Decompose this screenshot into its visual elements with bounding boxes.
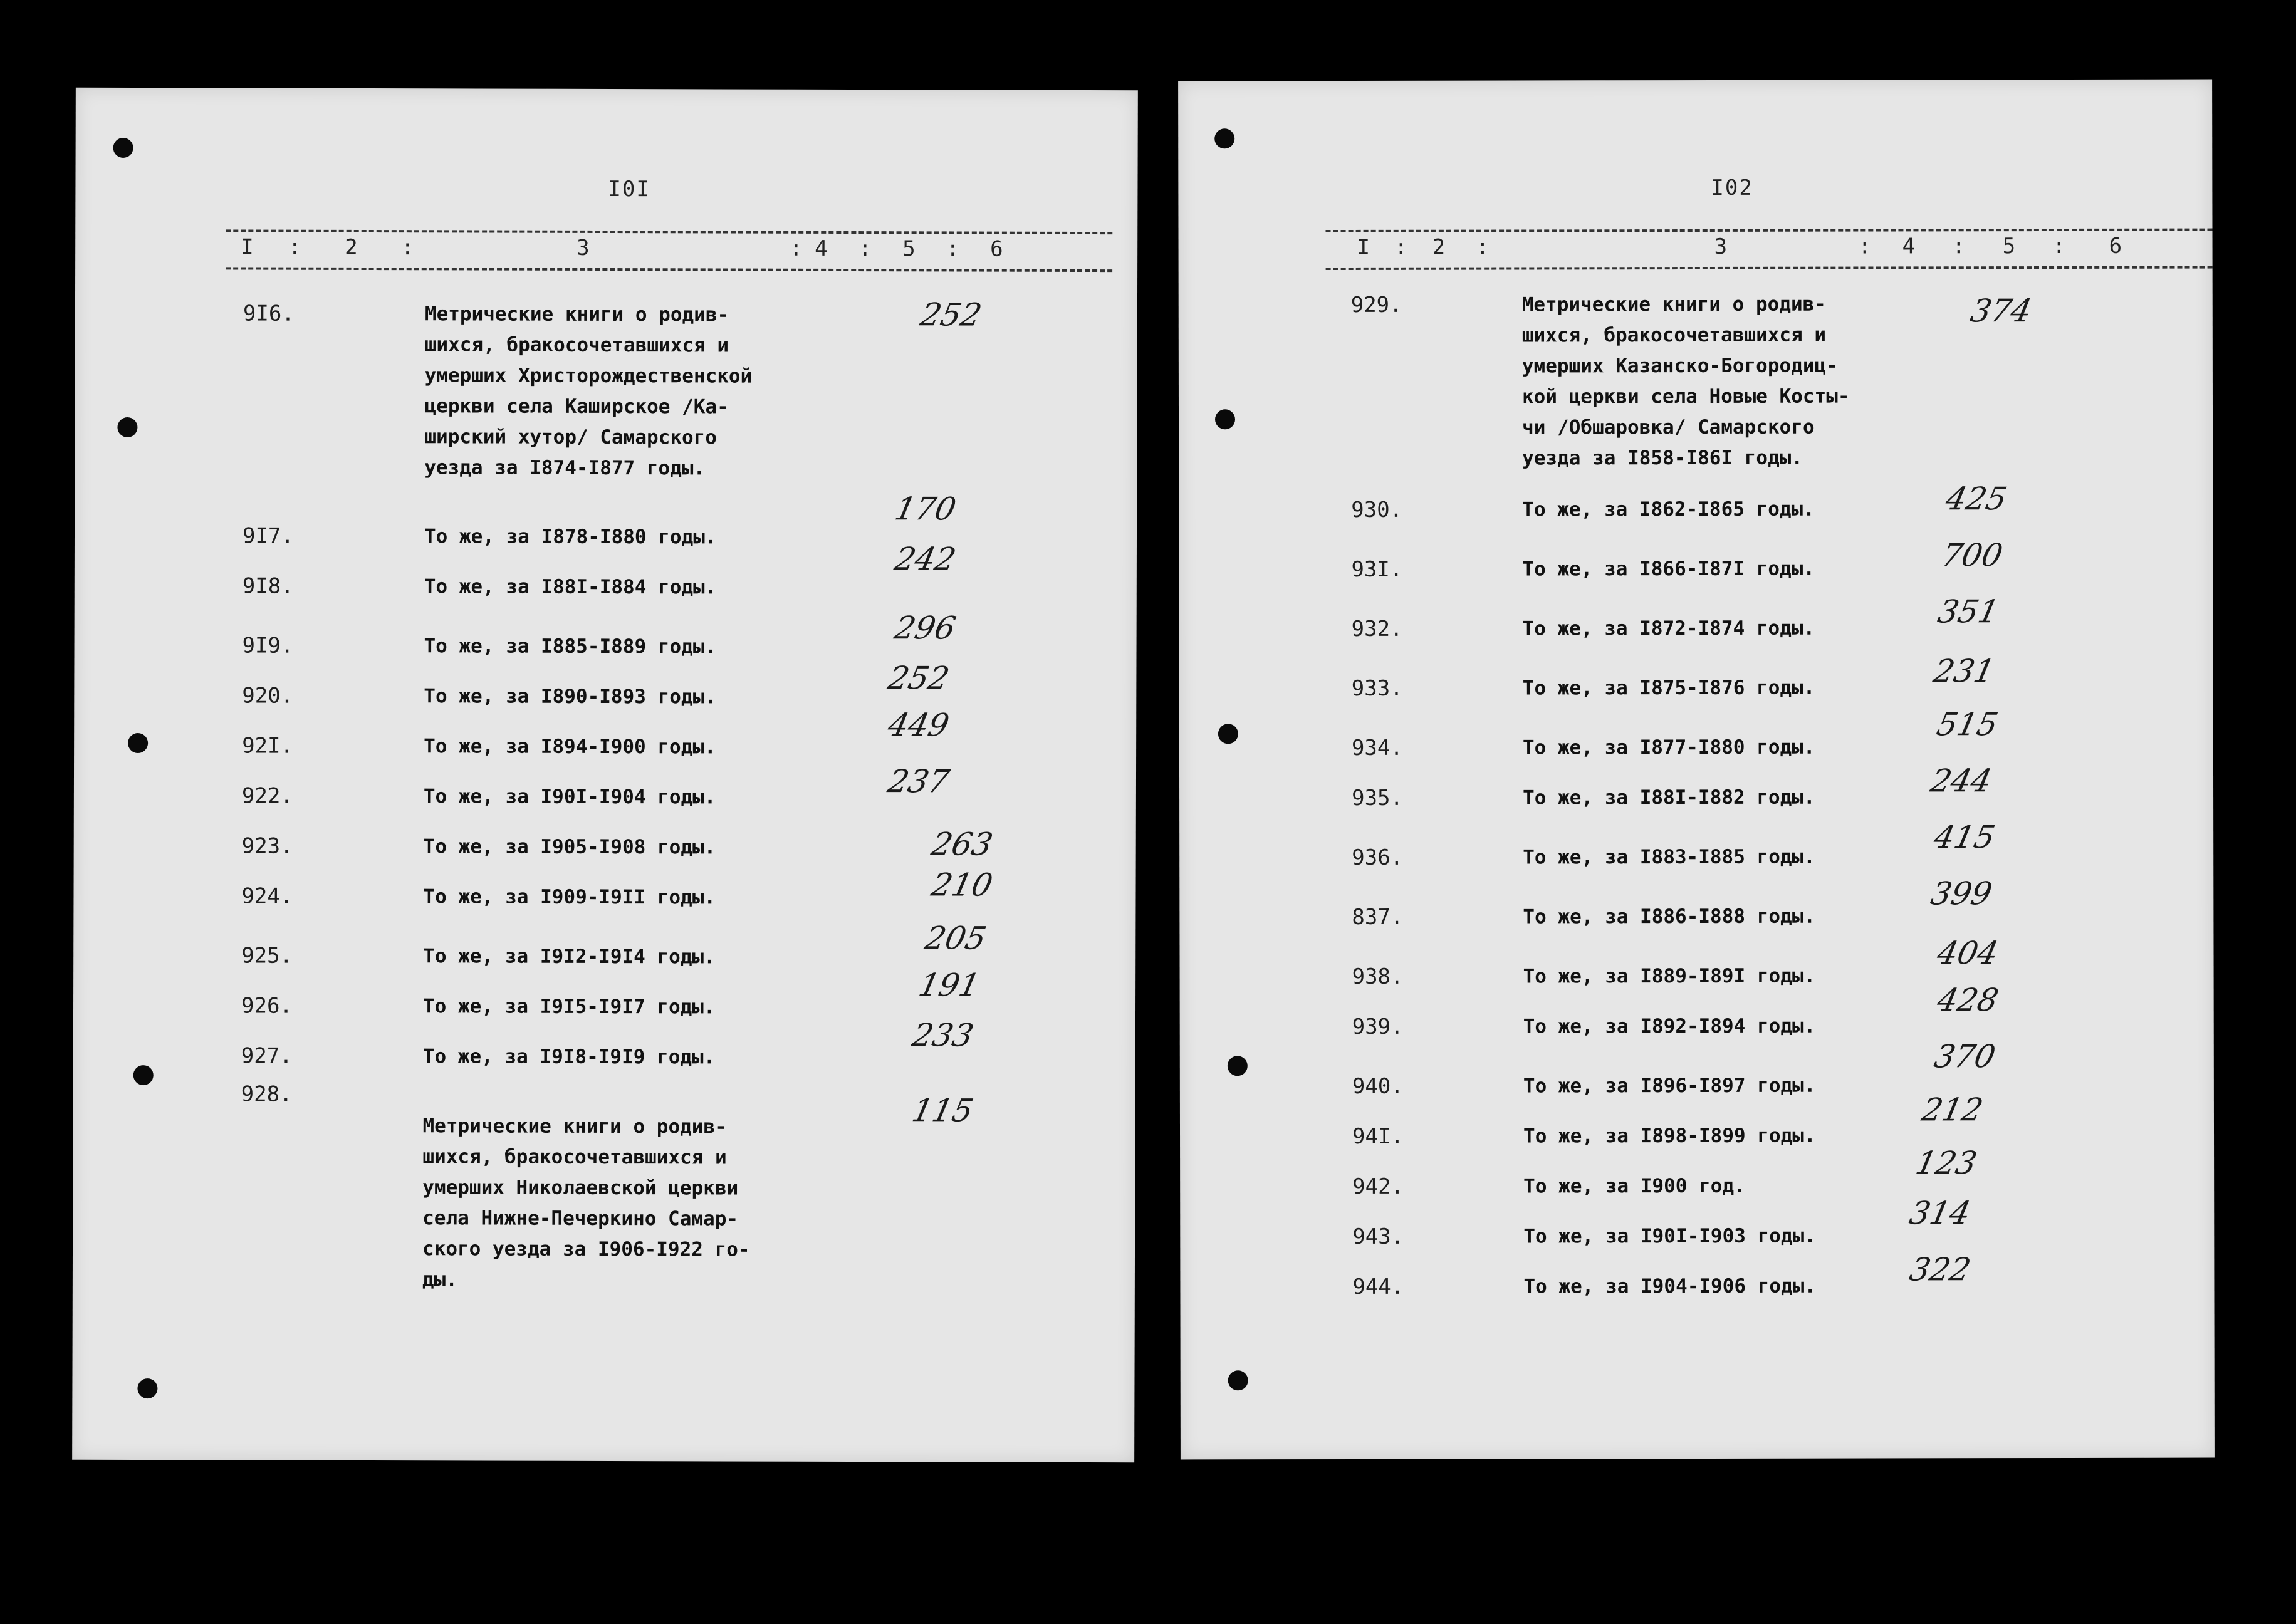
entry-number: 935. [1352, 785, 1404, 811]
handwritten-sheet-count: 351 [1934, 593, 2003, 630]
entry-number: 94I. [1352, 1123, 1404, 1149]
entry-description: То же, за I909-I9II годы. [423, 885, 716, 909]
entry-number: 922. [241, 783, 293, 809]
entry-description: То же, за I896-I897 годы. [1523, 1074, 1816, 1098]
handwritten-sheet-count: 404 [1934, 935, 2002, 972]
entry-number: 929. [1350, 292, 1402, 318]
punch-hole [128, 733, 148, 753]
handwritten-sheet-count: 415 [1931, 819, 1998, 856]
entry-number: 926. [241, 993, 293, 1019]
handwritten-sheet-count: 700 [1938, 537, 2006, 574]
entry-description: То же, за I862-I865 годы. [1522, 497, 1815, 521]
punch-hole [1228, 1056, 1248, 1076]
handwritten-sheet-count: 242 [891, 541, 959, 578]
col-sep: : [946, 236, 959, 262]
punch-hole [137, 1378, 157, 1398]
entry-description: То же, за I905-I908 годы. [423, 835, 716, 859]
handwritten-sheet-count: 115 [909, 1092, 977, 1129]
handwritten-sheet-count: 399 [1928, 875, 1995, 912]
handwritten-sheet-count: 449 [884, 707, 952, 744]
col-header-1: I [1357, 234, 1370, 260]
entry-number: 9I7. [242, 523, 294, 549]
col-header-3: 3 [1714, 234, 1728, 259]
handwritten-sheet-count: 425 [1943, 481, 2010, 518]
entry-number: 940. [1352, 1073, 1404, 1099]
entry-description: То же, за I886-I888 годы. [1523, 905, 1816, 929]
entry-number: 92I. [242, 733, 294, 759]
col-header-3: 3 [577, 235, 590, 261]
col-sep: : [288, 234, 301, 260]
entry-number: 837. [1352, 904, 1404, 930]
entry-description: Метрические книги о родив- шихся, бракосочетавшихся и умерших Николаевской церкви села Нижне-Печеркино Самар- ского уезда за I906-I922 го- ды. [422, 1115, 750, 1291]
entry-number: 943. [1352, 1224, 1404, 1249]
entry-number: 9I8. [242, 573, 294, 599]
handwritten-sheet-count: 374 [1967, 293, 2035, 330]
entry-description: То же, за I900 год. [1523, 1174, 1746, 1198]
entry-number: 933. [1351, 675, 1403, 701]
handwritten-sheet-count: 370 [1931, 1038, 1999, 1075]
handwritten-sheet-count: 252 [917, 296, 985, 333]
handwritten-sheet-count: 252 [885, 660, 953, 697]
col-sep: : [1952, 234, 1966, 259]
col-header-2: 2 [345, 234, 358, 260]
entry-number: 944. [1352, 1274, 1404, 1299]
entry-number: 9I6. [243, 301, 295, 326]
entry-description: То же, за I90I-I904 годы. [423, 785, 716, 809]
entry-description: То же, за I894-I900 годы. [424, 735, 716, 759]
punch-hole [1214, 128, 1234, 148]
entry-description: То же, за I877-I880 годы. [1522, 736, 1815, 759]
handwritten-sheet-count: 191 [915, 967, 983, 1004]
punch-hole [1215, 409, 1235, 429]
col-sep: : [2052, 233, 2066, 259]
col-header-4: 4 [1902, 234, 1916, 259]
handwritten-sheet-count: 263 [928, 826, 996, 863]
col-sep: : [790, 236, 803, 261]
entry-description: То же, за I878-I880 годы. [424, 525, 717, 549]
entry-number: 934. [1351, 735, 1403, 761]
right-page [1178, 80, 2215, 1460]
handwritten-sheet-count: 237 [884, 763, 952, 800]
handwritten-sheet-count: 515 [1933, 706, 2001, 743]
entry-description: Метрические книги о родив- шихся, бракосочетавшихся и умерших Христорождественской церкви села Каширское /Ка- ширский хутор/ Самарского уезда за I874-I877 годы. [424, 303, 753, 480]
col-sep: : [401, 235, 414, 261]
col-header-2: 2 [1432, 234, 1446, 260]
handwritten-sheet-count: 205 [922, 920, 989, 957]
entry-description: То же, за I883-I885 годы. [1523, 845, 1815, 869]
page-number: I02 [1711, 175, 1753, 200]
entry-description: То же, за I885-I889 годы. [424, 635, 717, 658]
entry-number: 924. [241, 883, 293, 909]
entry-number: 936. [1352, 845, 1404, 870]
entry-number: 93I. [1351, 556, 1403, 582]
handwritten-sheet-count: 210 [928, 867, 996, 903]
handwritten-sheet-count: 233 [909, 1017, 977, 1054]
entry-description: То же, за I898-I899 годы. [1523, 1124, 1816, 1148]
entry-number: 923. [241, 833, 293, 859]
entry-number: 942. [1352, 1174, 1404, 1199]
entry-number: 932. [1351, 616, 1403, 642]
column-header [1325, 225, 2212, 276]
entry-number: 930. [1351, 497, 1403, 523]
entry-description: То же, за I892-I894 годы. [1523, 1014, 1816, 1038]
handwritten-sheet-count: 428 [1934, 982, 2002, 1019]
col-header-5: 5 [902, 236, 916, 262]
entry-number: 938. [1352, 964, 1404, 989]
col-header-6: 6 [990, 236, 1003, 262]
handwritten-sheet-count: 244 [1927, 763, 1995, 799]
col-header-1: I [241, 234, 254, 260]
handwritten-sheet-count: 170 [891, 491, 959, 528]
entry-number: 925. [241, 943, 293, 969]
col-sep: : [1476, 234, 1490, 260]
col-header-4: 4 [815, 236, 828, 261]
handwritten-sheet-count: 123 [1912, 1145, 1980, 1182]
entry-description: То же, за I9I5-I9I7 годы. [422, 995, 716, 1019]
entry-number: 939. [1352, 1014, 1404, 1039]
entry-description: То же, за I875-I876 годы. [1522, 676, 1815, 700]
entry-description: То же, за I9I2-I9I4 годы. [423, 945, 716, 969]
entry-description: То же, за I9I8-I9I9 годы. [422, 1045, 716, 1069]
handwritten-sheet-count: 231 [1930, 653, 1998, 690]
punch-hole [1228, 1370, 1248, 1390]
handwritten-sheet-count: 296 [891, 610, 959, 647]
column-header [226, 226, 1112, 278]
entry-description: Метрические книги о родив- шихся, бракосочетавшихся и умерших Казанско-Богородиц- кой церкви села Новые Косты- чи /Обшаровка/ Самарского уезда за I858-I86I годы. [1521, 293, 1850, 470]
handwritten-sheet-count: 212 [1918, 1091, 1986, 1128]
handwritten-sheet-count: 314 [1906, 1195, 1974, 1232]
punch-hole [133, 1065, 154, 1085]
entry-number: 928. [241, 1081, 293, 1107]
page-number: I0I [608, 177, 650, 202]
col-sep: : [1858, 234, 1872, 259]
entry-description: То же, за I889-I89I годы. [1523, 964, 1816, 988]
punch-hole [113, 138, 133, 158]
entry-number: 9I9. [242, 633, 294, 658]
left-page [72, 88, 1138, 1462]
entry-description: То же, за I88I-I882 годы. [1523, 786, 1815, 809]
entry-number: 927. [241, 1043, 293, 1069]
col-sep: : [858, 236, 872, 262]
entry-description: То же, за I88I-I884 годы. [424, 575, 717, 599]
col-header-6: 6 [2109, 233, 2122, 259]
punch-hole [117, 417, 137, 437]
entry-number: 920. [242, 683, 294, 709]
punch-hole [1218, 724, 1238, 744]
entry-description: То же, за I890-I893 годы. [424, 685, 716, 709]
entry-description: То же, за I904-I906 годы. [1523, 1274, 1817, 1298]
col-header-5: 5 [2002, 234, 2016, 259]
entry-description: То же, за I872-I874 годы. [1522, 617, 1815, 640]
handwritten-sheet-count: 322 [1906, 1251, 1974, 1288]
entry-description: То же, за I866-I87I годы. [1522, 557, 1815, 581]
col-sep: : [1394, 234, 1408, 260]
entry-description: То же, за I90I-I903 годы. [1523, 1224, 1816, 1248]
